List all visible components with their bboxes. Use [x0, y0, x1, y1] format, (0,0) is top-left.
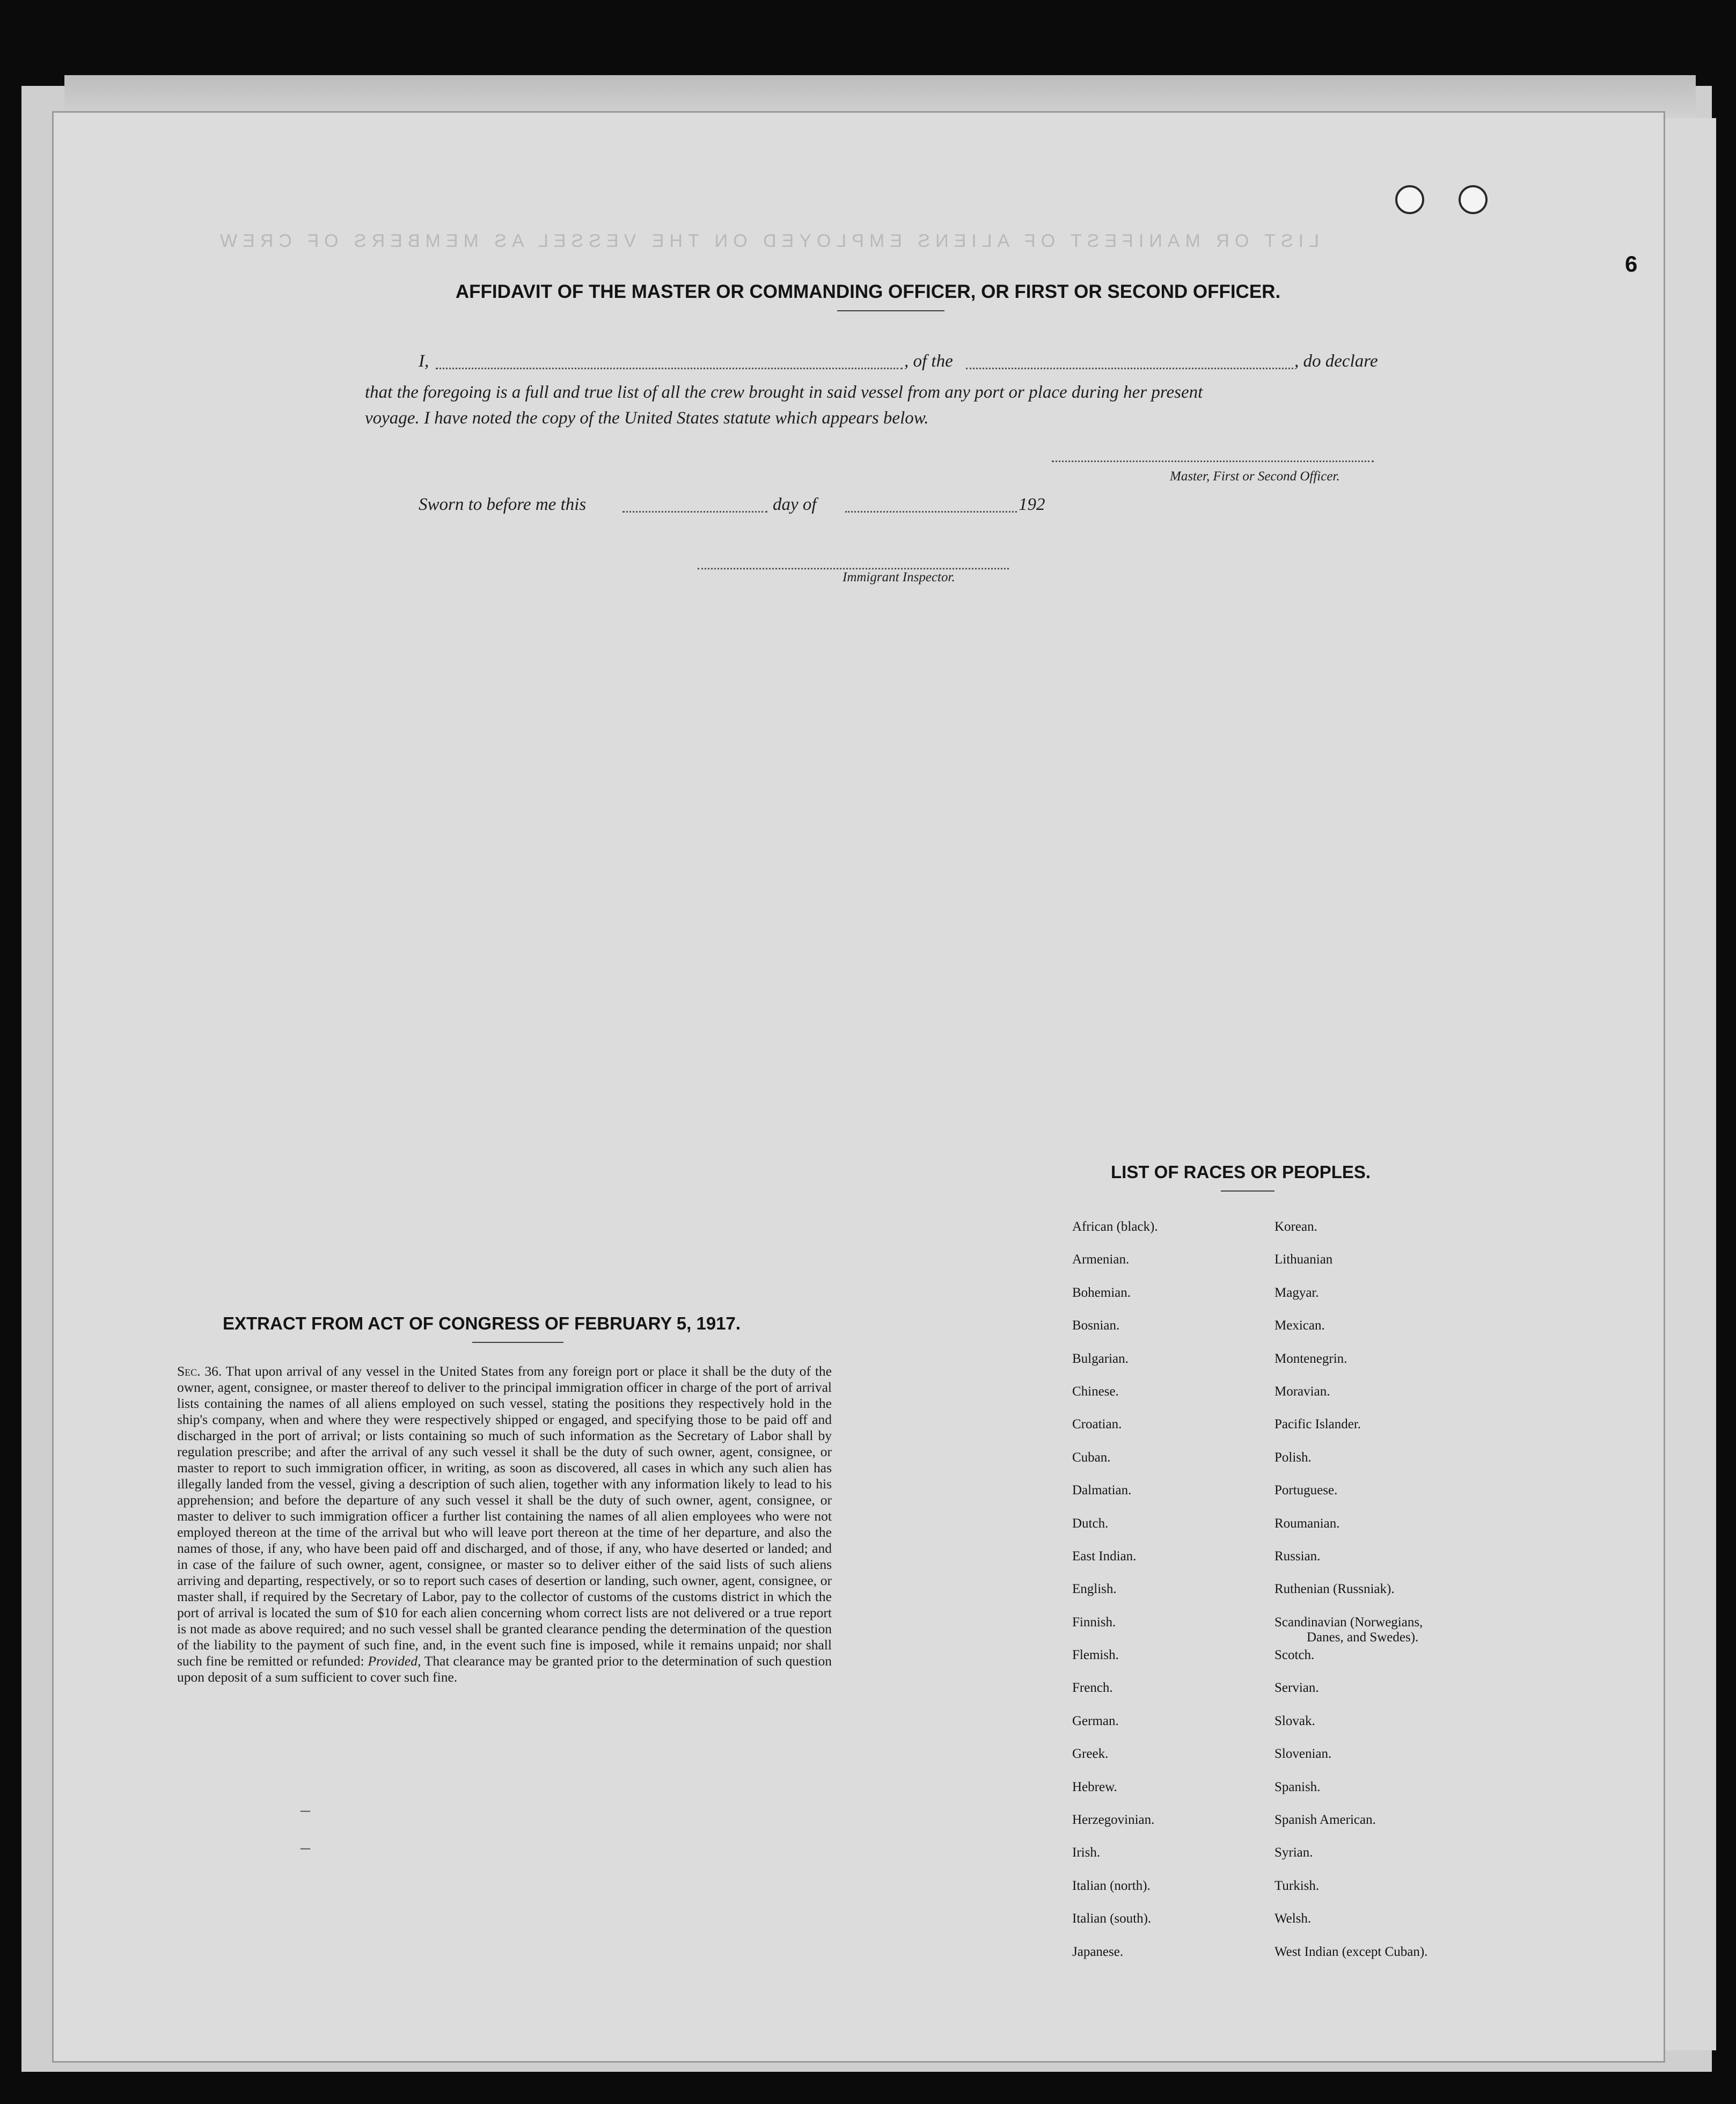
race-item: Spanish.: [1274, 1779, 1321, 1794]
race-item-scandinavian-line2: Danes, and Swedes).: [1307, 1630, 1419, 1645]
race-item: Finnish.: [1072, 1614, 1116, 1630]
race-item: Pacific Islander.: [1274, 1417, 1361, 1432]
sworn-day-label: day of: [773, 495, 817, 514]
inspector-caption: Immigrant Inspector.: [843, 570, 955, 585]
race-item: Cuban.: [1072, 1450, 1111, 1465]
extract-body-part2: That clearance may be granted prior to the determination of such question upon deposit of a sum sufficient to cover such fine.: [177, 1653, 832, 1685]
race-item: Montenegrin.: [1274, 1351, 1347, 1366]
race-item: African (black).: [1072, 1219, 1158, 1234]
sworn-month-field[interactable]: [845, 511, 1017, 513]
race-item: Hebrew.: [1072, 1779, 1117, 1794]
races-title-rule: [1221, 1190, 1274, 1192]
race-item: Flemish.: [1072, 1648, 1119, 1663]
race-item: Italian (north).: [1072, 1878, 1151, 1893]
race-item: Magyar.: [1274, 1285, 1319, 1300]
race-item: Japanese.: [1072, 1944, 1124, 1959]
race-item: East Indian.: [1072, 1548, 1137, 1564]
affidavit-line1-mid: , of the: [904, 352, 953, 371]
race-item: Portuguese.: [1274, 1483, 1338, 1498]
race-item: Irish.: [1072, 1845, 1101, 1860]
race-item: Lithuanian: [1274, 1252, 1333, 1267]
race-item: West Indian (except Cuban).: [1274, 1944, 1428, 1959]
race-item: Moravian.: [1274, 1384, 1330, 1399]
extract-title: EXTRACT FROM ACT OF CONGRESS OF FEBRUARY 5, 1917.: [223, 1313, 741, 1333]
race-item: Korean.: [1274, 1219, 1317, 1234]
race-item: Scotch.: [1274, 1648, 1315, 1663]
race-item: Croatian.: [1072, 1417, 1122, 1432]
sworn-text: Sworn to before me this: [419, 495, 587, 514]
race-item: Turkish.: [1274, 1878, 1320, 1893]
extract-proviso-word: Provided,: [368, 1653, 421, 1669]
extract-title-rule: [472, 1342, 563, 1343]
race-item: Armenian.: [1072, 1252, 1130, 1267]
extract-section-36: [177, 1363, 832, 1685]
affidavit-title: AFFIDAVIT OF THE MASTER OR COMMANDING OFFICER, OR FIRST OR SECOND OFFICER.: [455, 281, 1281, 302]
affidavit-line1-start: I,: [419, 352, 429, 371]
race-item: English.: [1072, 1582, 1117, 1597]
officer-signature-caption: Master, First or Second Officer.: [1170, 469, 1340, 484]
stray-mark: –: [301, 1799, 310, 1820]
race-item: Polish.: [1274, 1450, 1312, 1465]
race-item: Welsh.: [1274, 1911, 1312, 1926]
race-item: Bosnian.: [1072, 1318, 1120, 1333]
race-item: Syrian.: [1274, 1845, 1313, 1860]
affidavit-line3: voyage. I have noted the copy of the United States statute which appears below.: [365, 408, 929, 428]
sworn-year: 192: [1019, 495, 1045, 514]
page-number: 6: [1625, 251, 1638, 276]
race-item: Spanish American.: [1274, 1813, 1376, 1828]
extract-body-part1: That upon arrival of any vessel in the United States from any foreign port or place it shall be the duty of the owner, agent, consignee, or master thereof to deliver to the principal immigration officer in charge of the port of arrival lists containing the names of all aliens employed on such vessel, stating the positions they respectively hold in the ship's company, when and where they were respectively shipped or engaged, and specifying those to be paid off and discharged in the port of arrival; or lists containing so much of such information as the Secretary of Labor shall by regulation prescribe; and after the arrival of any such vessel it shall be the duty of such owner, agent, consignee, or master to report to such immigration officer, in writing, as soon as discovered, all cases in which any such alien has illegally landed from the vessel, giving a description of such alien, together with any information likely to lead to his apprehension; and before the departure of any such vessel it shall be the duty of such owner, agent, consignee, or master to deliver to such immigration officer a further list containing the names of all alien employees who were not employed thereon at the time of the arrival but who will leave port thereon at the time of her departure, and also the names of those, if any, who have been paid off and discharged, and of those, if any, who have deserted or landed; and in case of the failure of such owner, agent, consignee, or master so to deliver either of the said lists of such aliens arriving and departing, respectively, or so to report such cases of desertion or landing, such owner, agent, consignee, or master shall, if required by the Secretary of Labor, pay to the collector of customs of the customs district in which the port of arrival is located the sum of $10 for each alien concerning whom correct lists are not delivered or a true report is not made as above required; and no such vessel shall be granted clearance pending the determination of the question of the liability to the payment of such fine, and, in the event such fine is imposed, while it remains unpaid; nor shall such fine be remitted or refunded:: [177, 1363, 832, 1669]
race-item: Bulgarian.: [1072, 1351, 1129, 1366]
race-item: Ruthenian (Russniak).: [1274, 1582, 1395, 1597]
affidavit-line1-end: , do declare: [1294, 352, 1378, 371]
race-item: Slovenian.: [1274, 1747, 1332, 1762]
race-item: Herzegovinian.: [1072, 1813, 1155, 1828]
races-column-1: [1072, 1219, 1158, 1977]
race-item: Dalmatian.: [1072, 1483, 1132, 1498]
bleed-through-heading: LIST OR MANIFEST OF ALIENS EMPLOYED ON THE VESSEL AS MEMBERS OF CREW: [215, 231, 1319, 251]
race-item: Roumanian.: [1274, 1516, 1340, 1531]
stray-mark: –: [301, 1836, 310, 1858]
affidavit-title-rule: [837, 310, 944, 311]
race-item: Slovak.: [1274, 1713, 1315, 1728]
binding-hole-left: [1395, 185, 1424, 214]
race-item: Chinese.: [1072, 1384, 1119, 1399]
race-item-scandinavian-line1: Scandinavian (Norwegians,: [1274, 1614, 1423, 1630]
extract-section-label: Sec. 36.: [177, 1363, 222, 1379]
race-item: French.: [1072, 1681, 1113, 1696]
affidavit-line2: that the foregoing is a full and true list of all the crew brought in said vessel from any port or place during her present: [365, 383, 1203, 402]
race-item: Mexican.: [1274, 1318, 1325, 1333]
races-title: LIST OF RACES OR PEOPLES.: [1111, 1162, 1371, 1182]
race-item: Servian.: [1274, 1681, 1319, 1696]
master-name-field[interactable]: [436, 368, 903, 369]
race-item: Dutch.: [1072, 1516, 1109, 1531]
races-column-2: [1274, 1219, 1427, 1977]
race-item: Greek.: [1072, 1747, 1109, 1762]
race-item: Bohemian.: [1072, 1285, 1131, 1300]
race-item: Russian.: [1274, 1548, 1321, 1564]
binding-hole-right: [1459, 185, 1488, 214]
race-item-scandinavian: [1274, 1615, 1427, 1648]
sworn-day-field[interactable]: [622, 511, 767, 513]
race-item: German.: [1072, 1713, 1119, 1728]
vessel-name-field[interactable]: [966, 368, 1293, 369]
race-item: Italian (south).: [1072, 1911, 1152, 1926]
